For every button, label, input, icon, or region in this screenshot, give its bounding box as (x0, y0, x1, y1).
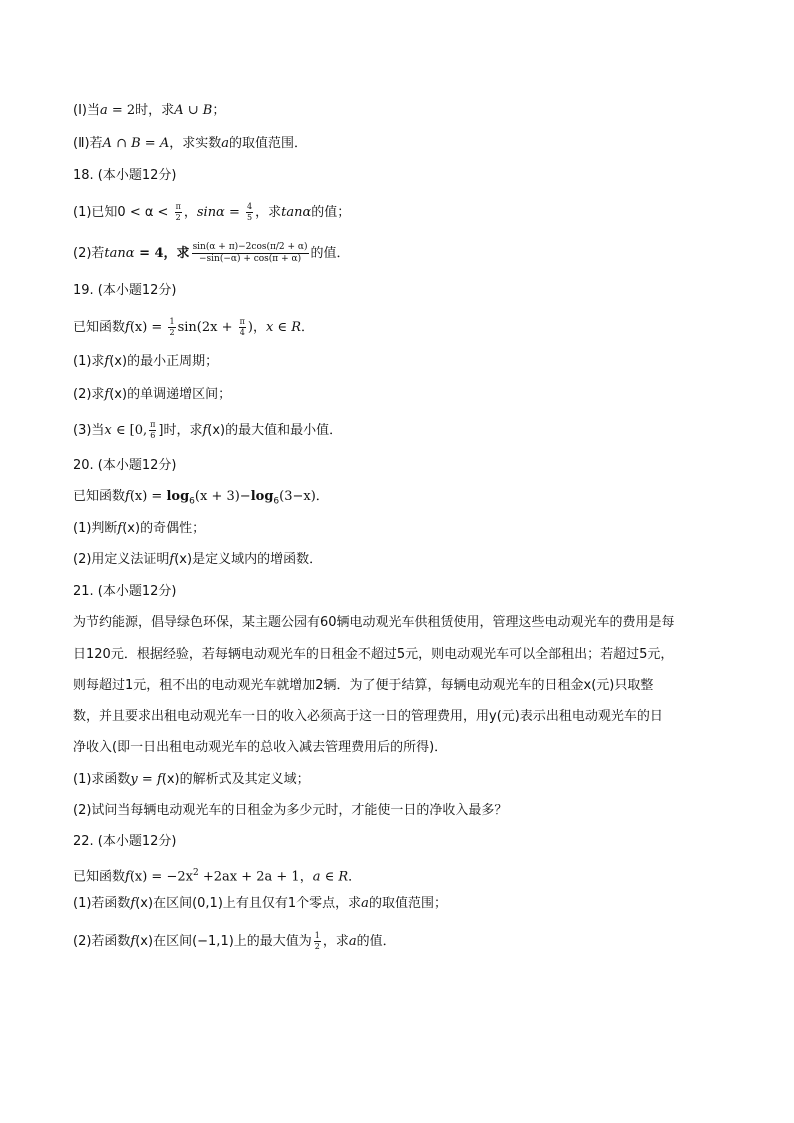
text: (1)判断 (73, 521, 118, 536)
math-var: B (131, 136, 141, 151)
math-var: A (174, 103, 184, 118)
math-op: ∈ (320, 869, 339, 885)
q19-part3 (73, 421, 342, 440)
text: 已知函数 (73, 869, 126, 885)
log-operator: log (250, 489, 274, 504)
fraction-1-over-2 (168, 318, 175, 337)
text: ]时，求 (158, 423, 203, 438)
text: (x)的奇偶性； (122, 521, 206, 536)
text: 的取值范围； (368, 896, 447, 911)
text: (Ⅰ)当 (73, 103, 100, 118)
q21-paragraph-line: 则每超过1元，租不出的电动观光车就增加2辆．为了便于结算，每辆电动观光车的日租金x(元)只取整 (73, 678, 654, 693)
q18-part2 (73, 243, 350, 264)
math-expr: ∈ [0, (111, 423, 148, 438)
math-var: A (102, 136, 112, 151)
math-expr: (x) = (129, 320, 167, 335)
numerator: 4 (247, 202, 253, 211)
q22-part1 (73, 895, 447, 913)
q21-part1 (73, 771, 310, 789)
math-op: = (137, 772, 157, 787)
q19-part2 (73, 386, 231, 404)
text: (3)当 (73, 423, 105, 438)
q22-stem (73, 864, 361, 886)
text: ， (183, 205, 197, 220)
math-var: a (99, 103, 108, 118)
text: 已知函数 (73, 489, 126, 504)
math-expr: sin(2x + (177, 320, 237, 335)
text: (2)若 (73, 246, 105, 261)
numerator: 1 (314, 931, 320, 940)
math-var: a (348, 934, 357, 949)
text: ，求实数 (169, 136, 222, 151)
q22-part2 (73, 932, 396, 951)
log-operator: log (166, 489, 190, 504)
denominator: 6 (150, 431, 156, 440)
denominator: −sin(−α) + cos(π + α) (198, 254, 302, 264)
math-expr: sinα (196, 205, 225, 220)
text: (x)在区间(−1,1)上的最大值为 (135, 934, 312, 949)
q21-paragraph-line: 为节约能源，倡导绿色环保，某主题公园有60辆电动观光车供租赁使用，管理这些电动观光车的费用是每 (73, 615, 675, 630)
q19-part1 (73, 353, 218, 371)
math-var: f (156, 772, 162, 787)
q20-part2 (73, 551, 322, 569)
text: (2)求 (73, 387, 105, 402)
text: = 4，求 (134, 246, 190, 261)
math-var: f (130, 896, 136, 911)
math-expr: (x) = −2x (129, 869, 193, 885)
trig-fraction (192, 243, 309, 264)
math-expr: tanα (281, 205, 312, 220)
q20-heading: 20. (本小题12分) (73, 458, 177, 473)
text: (1)已知0 < α < (73, 205, 173, 220)
denominator: 4 (239, 328, 245, 337)
math-op: ∩ (111, 136, 132, 151)
numerator: π (175, 202, 181, 211)
math-op: = (140, 136, 160, 151)
numerator: π (150, 420, 156, 429)
fraction-pi-over-2 (175, 203, 182, 222)
q18-part1 (73, 203, 350, 222)
fraction-pi-over-4 (239, 318, 246, 337)
math-var: x (265, 320, 274, 335)
math-var: a (361, 896, 369, 911)
math-op: ∈ (273, 320, 292, 335)
text: ． (300, 320, 314, 335)
math-var: R (338, 869, 349, 885)
text: (2)用定义法证明 (73, 552, 170, 567)
math-op: = (224, 205, 245, 220)
q21-part2: (2)试问当每辆电动观光车的日租金为多少元时，才能使一日的净收入最多？ (73, 803, 508, 818)
text: (2)若函数 (73, 934, 131, 949)
denominator: 5 (247, 213, 253, 222)
text: (1)求函数 (73, 772, 131, 787)
q21-heading: 21. (本小题12分) (73, 584, 177, 599)
math-expr: (x + 3)− (194, 489, 251, 504)
text: 已知函数 (73, 320, 126, 335)
numerator: π (239, 317, 245, 326)
q22-heading: 22. (本小题12分) (73, 834, 177, 849)
math-var: f (125, 869, 130, 885)
math-var: f (104, 354, 110, 369)
text: 的值． (356, 934, 396, 949)
math-var: f (117, 521, 123, 536)
text: ，求 (322, 934, 349, 949)
denominator: 2 (314, 942, 320, 951)
math-var: f (169, 552, 175, 567)
text: = 2时，求 (107, 103, 175, 118)
math-op: ∪ (183, 103, 203, 118)
math-var: f (130, 934, 136, 949)
log-base: 6 (273, 496, 280, 507)
q17-part2 (73, 135, 307, 153)
denominator: 2 (169, 328, 175, 337)
text: (x)在区间(0,1)上有且仅有1个零点，求 (135, 896, 362, 911)
math-var: a (221, 136, 230, 151)
fraction-1-over-2 (314, 932, 321, 951)
q17-part1 (73, 102, 225, 120)
q19-stem (73, 318, 314, 337)
text: (x)的单调递增区间； (109, 387, 232, 402)
text: ； (212, 103, 226, 118)
q21-paragraph-line: 数，并且要求出租电动观光车一日的收入必须高于这一日的管理费用，用y(元)表示出租电动观光车的日 (73, 709, 663, 724)
text: (1)求 (73, 354, 105, 369)
log-base: 6 (189, 496, 195, 507)
text: ． (348, 869, 362, 885)
math-var: x (104, 423, 112, 438)
text: (x)的最小正周期； (109, 354, 219, 369)
text: 的取值范围． (229, 136, 308, 151)
exponent: 2 (192, 868, 199, 878)
text: )， (247, 320, 266, 335)
text: (x)是定义域内的增函数． (174, 552, 323, 567)
q21-paragraph-line: 净收入(即一日出租电动观光车的总收入减去管理费用后的所得)． (73, 740, 448, 755)
q18-heading: 18. (本小题12分) (73, 168, 177, 183)
numerator: sin(α + π)−2cos(π/2 + α) (192, 242, 308, 252)
math-expr: +2ax + 2a + 1， (198, 869, 313, 885)
text: (Ⅱ)若 (73, 136, 103, 151)
text: (1)若函数 (73, 896, 131, 911)
math-var: f (104, 387, 110, 402)
q21-paragraph-line: 日120元．根据经验，若每辆电动观光车的日租金不超过5元，则电动观光车可以全部租出；若超过5元， (73, 647, 674, 662)
math-var: f (125, 320, 130, 335)
fraction-pi-over-6 (149, 421, 156, 440)
math-expr: (3−x)． (279, 489, 329, 504)
math-var: R (291, 320, 301, 335)
text: ，求 (255, 205, 282, 220)
text: 的值； (311, 205, 351, 220)
math-expr: tanα (104, 246, 135, 261)
text: (x)的最大值和最小值． (207, 423, 343, 438)
math-var: y (130, 772, 138, 787)
math-var: f (125, 489, 130, 504)
text: (x)的解析式及其定义域； (161, 772, 310, 787)
math-var: A (159, 136, 170, 151)
q19-heading: 19. (本小题12分) (73, 283, 177, 298)
numerator: 1 (169, 317, 175, 326)
math-var: B (202, 103, 213, 118)
denominator: 2 (175, 213, 181, 222)
q20-part1 (73, 520, 205, 538)
q20-stem (73, 488, 329, 511)
fraction-4-over-5 (246, 203, 253, 222)
math-expr: (x) = (129, 489, 167, 504)
math-var: a (312, 869, 321, 885)
math-var: f (202, 423, 208, 438)
text: 的值． (310, 246, 350, 261)
